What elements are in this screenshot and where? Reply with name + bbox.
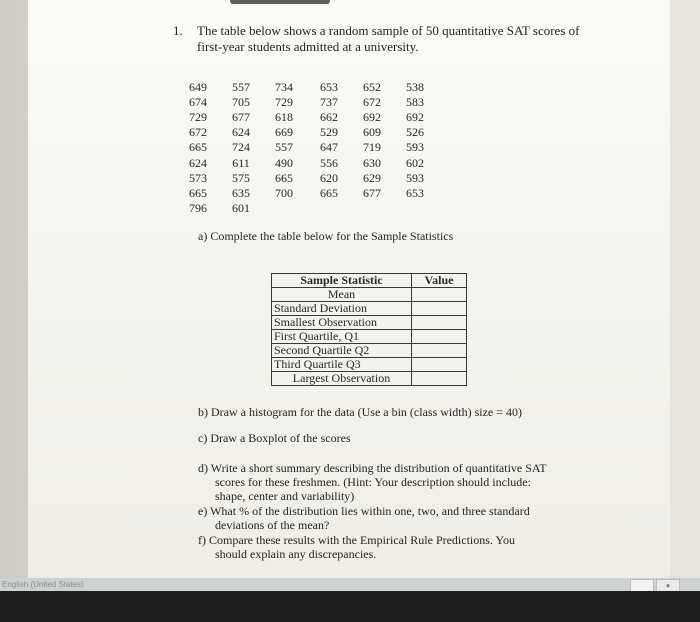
stats-row-std-dev (272, 302, 467, 316)
score-cell: 692 (363, 110, 381, 125)
score-cell: 734 (275, 80, 293, 94)
score-cell: 653 (320, 80, 338, 94)
score-cell: 620 (320, 170, 338, 185)
score-cell: 674 (189, 95, 207, 110)
cropped-heading-fragment (230, 0, 330, 4)
stat-label: Standard Deviation (272, 302, 412, 316)
score-cell: 635 (232, 185, 250, 200)
score-cell: 556 (320, 155, 338, 170)
score-cell: 724 (232, 140, 250, 155)
part-e-line-1: e) What % of the distribution lies within one, two, and three standard (198, 504, 530, 518)
score-cell: 796 (189, 200, 207, 215)
score-cell: 601 (232, 200, 250, 215)
score-cell: 652 (363, 80, 381, 94)
part-b-instruction: b) Draw a histogram for the data (Use a bin (class width) size = 40) (198, 405, 522, 419)
header-sample-statistic: Sample Statistic (272, 274, 412, 288)
score-cell: 602 (406, 155, 424, 170)
stat-value-cell (412, 372, 467, 386)
stat-value-cell (412, 344, 467, 358)
stat-value-cell (412, 316, 467, 330)
stat-label: Smallest Observation (272, 316, 412, 330)
part-a-instruction: a) Complete the table below for the Sample Statistics (198, 229, 454, 243)
stat-label: Largest Observation (272, 372, 412, 386)
score-cell: 557 (275, 140, 293, 155)
stat-value-cell (412, 358, 467, 372)
score-cell: 737 (320, 95, 338, 110)
part-e-line-2: deviations of the mean? (215, 518, 330, 532)
stat-label: First Quartile, Q1 (272, 330, 412, 344)
score-cell: 729 (275, 95, 293, 110)
score-cell: 573 (189, 170, 207, 185)
stat-value-cell (412, 288, 467, 302)
score-cell: 526 (406, 125, 424, 140)
score-cell: 629 (363, 170, 381, 185)
stats-row-q2 (272, 344, 467, 358)
score-cell: 705 (232, 95, 250, 110)
taskbar-app-icon[interactable]: ● (656, 579, 680, 592)
stat-label: Second Quartile Q2 (272, 344, 412, 358)
score-cell: 665 (275, 170, 293, 185)
stats-row-mean (272, 288, 467, 302)
score-cell: 665 (320, 185, 338, 200)
score-cell: 529 (320, 125, 338, 140)
stats-row-q3 (272, 358, 467, 372)
score-cell: 672 (189, 125, 207, 140)
score-cell: 677 (363, 185, 381, 200)
score-cell: 557 (232, 80, 250, 94)
score-cell: 624 (189, 155, 207, 170)
part-d-line-1: d) Write a short summary describing the distribution of quantitative SAT (198, 461, 547, 475)
score-cell: 653 (406, 185, 424, 200)
score-cell: 593 (406, 170, 424, 185)
stats-row-smallest (272, 316, 467, 330)
question-number: 1. (173, 23, 183, 38)
stat-value-cell (412, 302, 467, 316)
score-cell: 611 (232, 155, 250, 170)
header-value: Value (412, 274, 467, 288)
stat-label: Third Quartile Q3 (272, 358, 412, 372)
part-f-line-1: f) Compare these results with the Empirical Rule Predictions. You (198, 533, 515, 547)
stats-row-largest (272, 372, 467, 386)
score-cell: 692 (406, 110, 424, 125)
score-cell: 538 (406, 80, 424, 94)
taskbar (0, 578, 700, 591)
question-text-line-1: The table below shows a random sample of 50 quantitative SAT scores of (197, 23, 580, 38)
part-c-instruction: c) Draw a Boxplot of the scores (198, 431, 351, 445)
part-f-line-2: should explain any discrepancies. (215, 547, 377, 561)
monitor-bezel (0, 591, 700, 622)
score-cell: 669 (275, 125, 293, 140)
score-cell: 490 (275, 155, 293, 170)
score-cell: 609 (363, 125, 381, 140)
score-cell: 630 (363, 155, 381, 170)
stats-header-row (272, 274, 467, 288)
score-cell: 700 (275, 185, 293, 200)
score-cell: 677 (232, 110, 250, 125)
score-cell: 672 (363, 95, 381, 110)
score-cell: 662 (320, 110, 338, 125)
sample-statistics-table (271, 273, 467, 386)
score-cell: 665 (189, 185, 207, 200)
language-indicator[interactable]: English (United States) (2, 580, 84, 589)
score-cell: 624 (232, 125, 250, 140)
score-cell: 729 (189, 110, 207, 125)
score-cell: 583 (406, 95, 424, 110)
part-d-line-3: shape, center and variability) (215, 489, 355, 503)
stats-row-q1 (272, 330, 467, 344)
score-cell: 647 (320, 140, 338, 155)
score-cell: 665 (189, 140, 207, 155)
stat-value-cell (412, 330, 467, 344)
score-cell: 593 (406, 140, 424, 155)
stat-label: Mean (272, 288, 412, 302)
score-cell: 649 (189, 80, 207, 94)
score-cell: 618 (275, 110, 293, 125)
question-text-line-2: first-year students admitted at a university. (197, 39, 419, 54)
score-cell: 575 (232, 170, 250, 185)
part-d-line-2: scores for these freshmen. (Hint: Your description should include: (215, 475, 531, 489)
score-cell: 719 (363, 140, 381, 155)
